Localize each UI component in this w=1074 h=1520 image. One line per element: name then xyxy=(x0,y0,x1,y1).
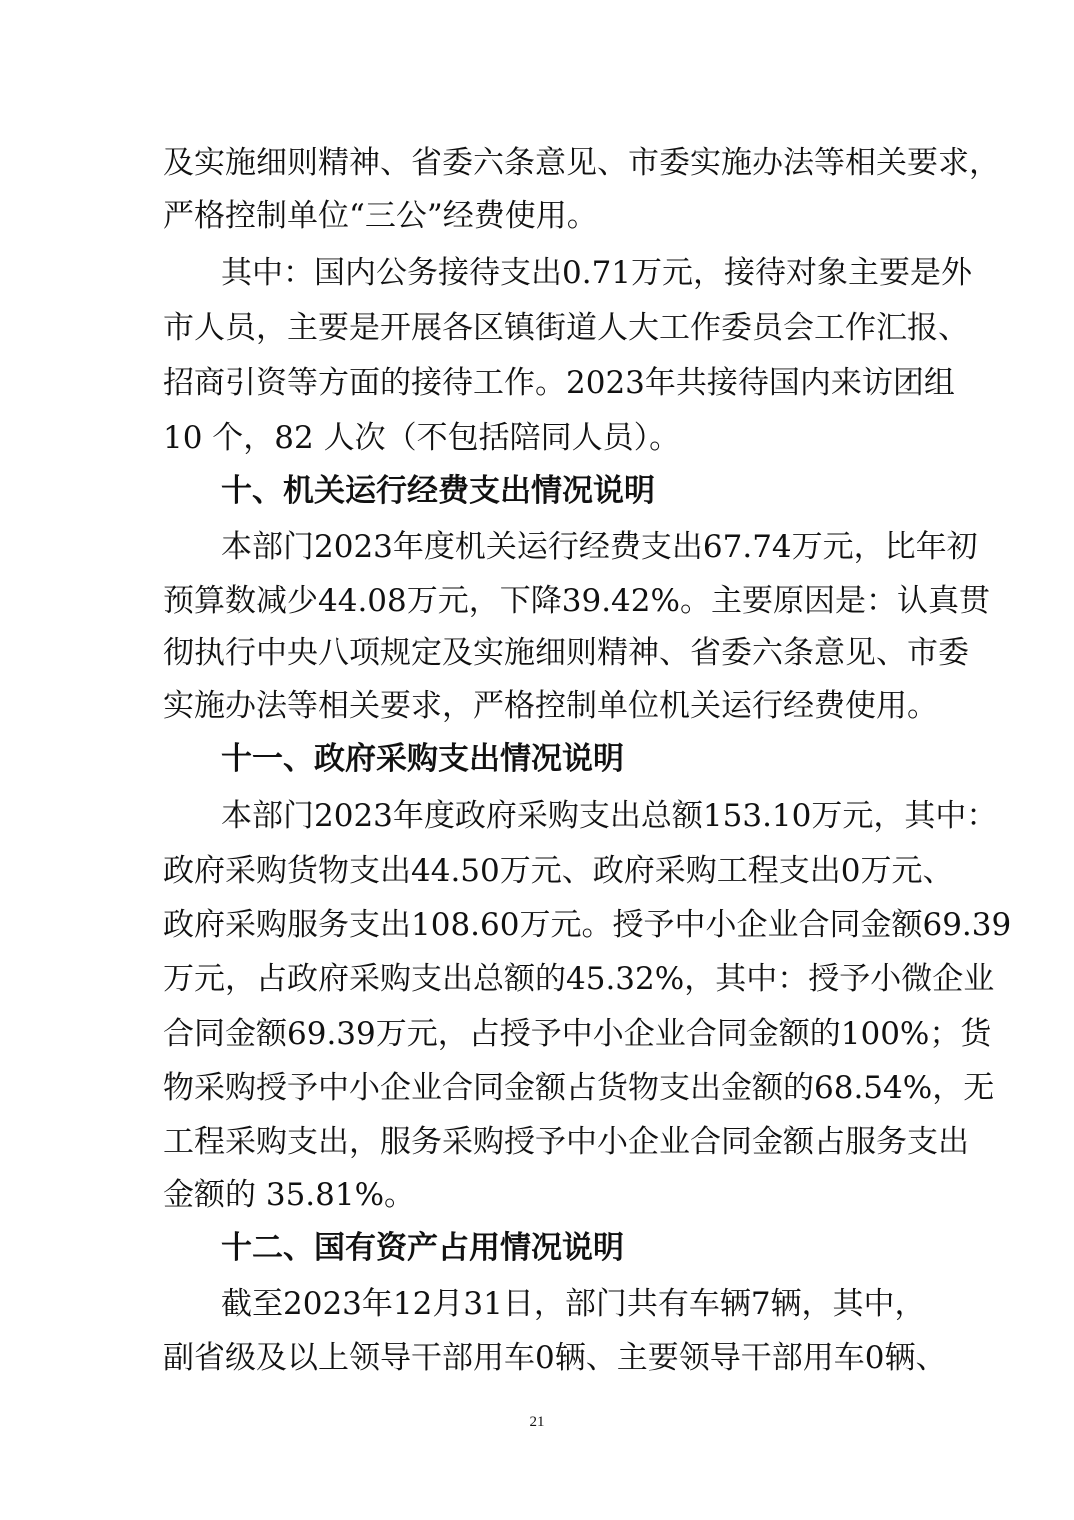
text-line: 万 元 ， 占 政 府 采 购 支 出 总 额 的 45.32% ， 其 中 ： 授 予 小 微 企 业 xyxy=(163,961,995,997)
section-heading: 十一、政府采购支出情况说明 xyxy=(221,741,624,777)
section-heading: 十、机关运行经费支出情况说明 xyxy=(221,473,655,509)
text-line: 政 府 采 购 货 物 支 出 44.50 万 元 、 政 府 采 购 工 程 支 出 0 万 元 、 xyxy=(163,853,954,889)
text-line: 市 人 员 ， 主 要 是 开 展 各 区 镇 街 道 人 大 工 作 委 员 会 工 作 汇 报 、 xyxy=(163,310,969,346)
text-line: 物 采 购 授 予 中 小 企 业 合 同 金 额 占 货 物 支 出 金 额 的 68.54% ， 无 xyxy=(163,1070,995,1106)
section-heading: 十二、国有资产占用情况说明 xyxy=(221,1230,624,1266)
text-line: 其 中 ： 国 内 公 务 接 待 支 出 0.71 万 元 ， 接 待 对 象 主 要 是 外 xyxy=(221,255,973,291)
page-number: 21 xyxy=(529,1414,545,1430)
text-line: 实 施 办 法 等 相 关 要 求 ， 严 格 控 制 单 位 机 关 运 行 经 费 使 用 。 xyxy=(163,688,938,724)
text-line: 截 至 2023 年 12 月 31 日 ， 部 门 共 有 车 辆 7 辆 ， 其 中 ， xyxy=(221,1286,926,1322)
text-line: 及 实 施 细 则 精 神 、 省 委 六 条 意 见 、 市 委 实 施 办 法 等 相 关 要 求 ， xyxy=(163,145,1000,181)
text-line: 10 个，82 人次（不包括陪同人员）。 xyxy=(163,420,681,456)
text-line: 工 程 采 购 支 出 ， 服 务 采 购 授 予 中 小 企 业 合 同 金 额 占 服 务 支 出 xyxy=(163,1124,969,1160)
text-line: 副 省 级 及 以 上 领 导 干 部 用 车 0 辆 、 主 要 领 导 干 部 用 车 0 辆 、 xyxy=(163,1340,947,1376)
text-line: 政 府 采 购 服 务 支 出 108.60 万 元 。 授 予 中 小 企 业 合 同 金 额 69.39 xyxy=(163,907,1012,943)
text-line: 彻 执 行 中 央 八 项 规 定 及 实 施 细 则 精 神 、 省 委 六 条 意 见 、 市 委 xyxy=(163,635,969,671)
text-line: 招 商 引 资 等 方 面 的 接 待 工 作 。 2023 年 共 接 待 国 内 来 访 团 组 xyxy=(163,365,955,401)
text-line: 严格控制单位“三公”经费使用。 xyxy=(163,198,598,234)
text-line: 预 算 数 减 少 44.08 万 元 ， 下 降 39.42% 。 主 要 原 因 是 ： 认 真 贯 xyxy=(163,583,990,619)
text-line: 本 部 门 2023 年 度 机 关 运 行 经 费 支 出 67.74 万 元 ， 比 年 初 xyxy=(221,529,978,565)
text-line: 合 同 金 额 69.39 万 元 ， 占 授 予 中 小 企 业 合 同 金 额 的 100% ； 货 xyxy=(163,1016,992,1052)
text-line: 金额的 35.81%。 xyxy=(163,1177,416,1213)
text-line: 本 部 门 2023 年 度 政 府 采 购 支 出 总 额 153.10 万 元 ， 其 中 ： xyxy=(221,798,998,834)
